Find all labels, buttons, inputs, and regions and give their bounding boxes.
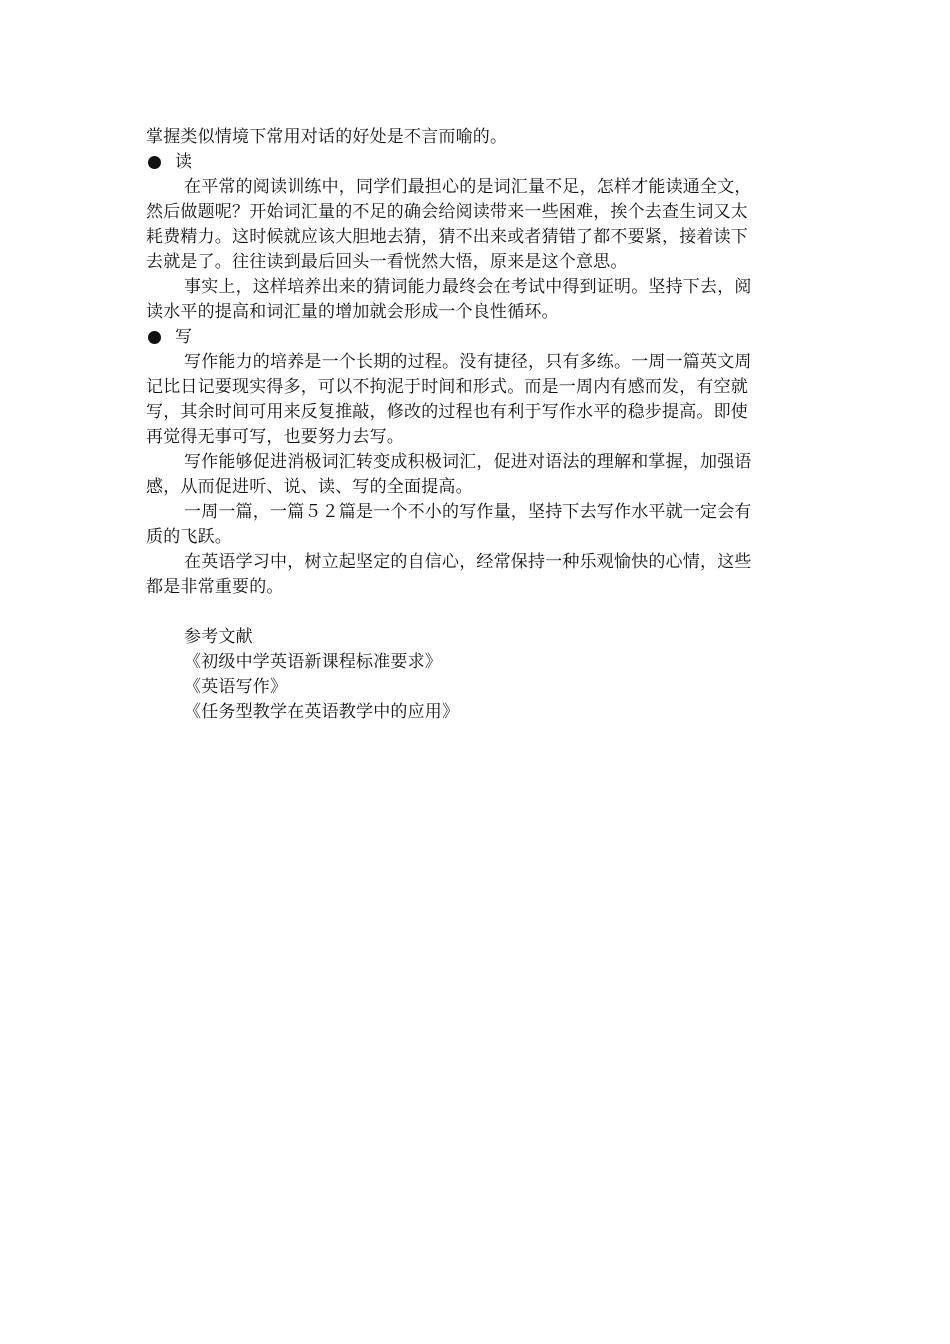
reference-item: 《初级中学英语新课程标准要求》: [184, 652, 442, 672]
paragraph-line: 记比日记要现实得多，可以不拘泥于时间和形式。而是一周内有感而发，有空就: [146, 377, 748, 397]
reference-item: 《英语写作》: [184, 677, 288, 697]
references-section: [146, 625, 812, 725]
bullet-icon: [148, 156, 161, 169]
paragraph-write-3: [146, 500, 812, 550]
reference-item: 《任务型教学在英语教学中的应用》: [184, 702, 460, 722]
paragraph-line: 再觉得无事可写，也要努力去写。: [146, 427, 404, 447]
document-page: [146, 125, 812, 725]
paragraph-line: 写，其余时间可用来反复推敲，修改的过程也有利于写作水平的稳步提高。即使: [146, 402, 748, 422]
paragraph-line: 都是非常重要的。: [146, 577, 284, 597]
paragraph-read-2: [146, 275, 812, 325]
paragraph-line: 写作能够促进消极词汇转变成积极词汇，促进对语法的理解和掌握，加强语: [184, 452, 752, 472]
paragraph-read-1: [146, 175, 812, 275]
spacer: [146, 600, 812, 625]
paragraph-line: 事实上，这样培养出来的猜词能力最终会在考试中得到证明。坚持下去，阅: [184, 277, 752, 297]
references-title: 参考文献: [184, 627, 253, 647]
section-heading-write: [146, 325, 812, 350]
paragraph-write-4: [146, 550, 812, 600]
paragraph-line: 在平常的阅读训练中，同学们最担心的是词汇量不足，怎样才能读通全文，: [184, 177, 752, 197]
intro-line: 掌握类似情境下常用对话的好处是不言而喻的。: [146, 127, 508, 147]
paragraph-line: 然后做题呢？开始词汇量的不足的确会给阅读带来一些困难，挨个去查生词又太: [146, 202, 748, 222]
paragraph-line: 耗费精力。这时候就应该大胆地去猜，猜不出来或者猜错了都不要紧，接着读下: [146, 227, 748, 247]
bullet-icon: [148, 331, 161, 344]
section-title: 写: [175, 327, 193, 347]
paragraph-line: 读水平的提高和词汇量的增加就会形成一个良性循环。: [146, 302, 559, 322]
section-title: 读: [175, 152, 193, 172]
paragraph-line: 感，从而促进听、说、读、写的全面提高。: [146, 477, 473, 497]
paragraph-line: 去就是了。往往读到最后回头一看恍然大悟，原来是这个意思。: [146, 252, 628, 272]
paragraph-line: 在英语学习中，树立起坚定的自信心，经常保持一种乐观愉快的心情，这些: [184, 552, 752, 572]
paragraph-write-2: [146, 450, 812, 500]
paragraph-line: 写作能力的培养是一个长期的过程。没有捷径，只有多练。一周一篇英文周: [184, 352, 752, 372]
paragraph-line: 一周一篇，一篇５２篇是一个不小的写作量，坚持下去写作水平就一定会有: [184, 502, 752, 522]
section-heading-read: [146, 150, 812, 175]
paragraph-line: 质的飞跃。: [146, 527, 232, 547]
paragraph-write-1: [146, 350, 812, 450]
